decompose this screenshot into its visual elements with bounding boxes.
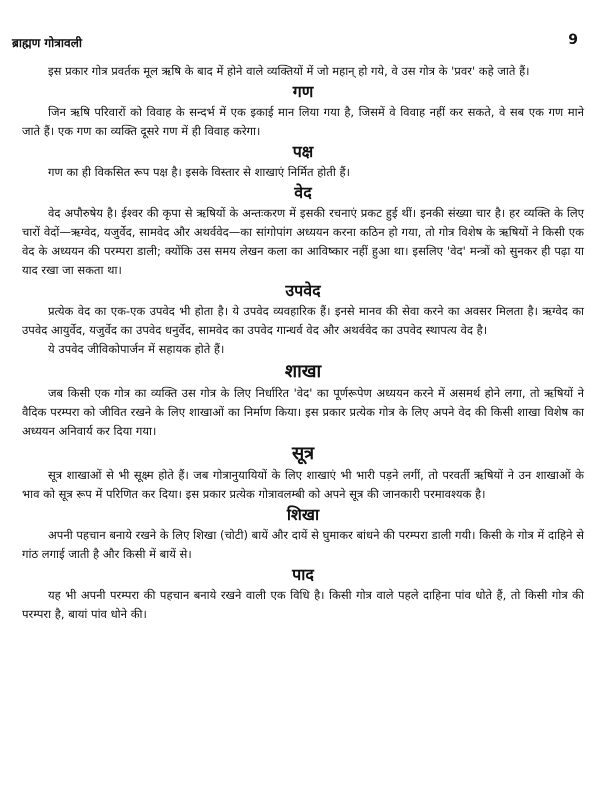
section-paragraph: गण का ही विकसित रूप पक्ष है। इसके विस्तार से शाखाएं निर्मित होती हैं।	[48, 165, 350, 179]
section-paragraph: अपनी पहचान बनाये रखने के लिए शिखा (चोटी) बायें और दायें से घुमाकर बांधने की परम्परा डाली गयी। किसी के गोत्र में दाहिने से गांठ लगाई जाती है और किसी में बायें से।	[22, 528, 584, 561]
section-paragraph: यह भी अपनी परम्परा की पहचान बनाये रखने वाली एक विधि है। किसी गोत्र वाले पहले दाहिना पांव धोते हैं, तो किसी गोत्र की परम्परा है, बायां पांव धोने की।	[22, 588, 584, 621]
intro-paragraph: इस प्रकार गोत्र प्रवर्तक मूल ऋषि के बाद में होने वाले व्यक्तियों में जो महान् हो गये, वे उस गोत्र के 'प्रवर' कहे जाते हैं।	[48, 64, 530, 78]
section-heading-paksh: पक्ष	[292, 142, 314, 161]
section-paragraph: जब किसी एक गोत्र का व्यक्ति उस गोत्र के लिए निर्धारित 'वेद' का पूर्णरूपेण अध्ययन करने में असमर्थ होने लगा, तो ऋषियों ने वैदिक परम्परा को जीवित रखने के लिए शाखाओं का निर्माण किया। इस प्रकार प्रत्येक गोत्र के लिए अपने वेद की किसी शाखा विशेष का अध्ययन अनिवार्य कर दिया गया।	[22, 386, 584, 438]
section-heading-upved: उपवेद	[285, 281, 321, 300]
section-heading-shakha: शाखा	[284, 361, 322, 382]
section-paragraph: वेद अपौरुषेय है। ईश्वर की कृपा से ऋषियों के अन्तःकरण में इसकी रचनाएं प्रकट हुई थीं। इनकी संख्या चार है। हर व्यक्ति के लिए चारों वेदों—ऋग्वेद, यजुर्वेद, सामवेद और अथर्ववेद—का सांगोपांग अध्ययन करना कठिन हो गया, तो गोत्र विशेष के ऋषियों ने किसी एक वेद के अध्ययन की परम्परा डाली; क्योंकि उस समय लेखन कला का आविष्कार नहीं हुआ था। इसलिए 'वेद' मन्त्रों को सुनकर ही पढ़ा या याद रखा जा सकता था।	[22, 206, 584, 277]
section-heading-shikha: शिखा	[286, 505, 320, 524]
section-paragraph: सूत्र शाखाओं से भी सूक्ष्म होते हैं। जब गोत्रानुयायियों के लिए शाखाएं भी भारी पड़ने लगीं, तो परवर्ती ऋषियों ने उन शाखाओं के भाव को सूत्र रूप में परिणित कर दिया। इस प्रकार प्रत्येक गोत्रावलम्बी को अपने सूत्र की जानकारी परमावश्यक है।	[22, 468, 584, 501]
section-heading-gan: गण	[292, 82, 314, 101]
section-paragraph: ये उपवेद जीविकोपार्जन में सहायक होते हैं।	[48, 342, 225, 356]
section-heading-paad: पाद	[292, 565, 314, 584]
section-heading-ved: वेद	[294, 183, 312, 202]
section-paragraph: जिन ऋषि परिवारों को विवाह के सन्दर्भ में एक इकाई मान लिया गया है, जिसमें वे विवाह नहीं कर सकते, वे सब एक गण माने जाते हैं। एक गण का व्यक्ति दूसरे गण में ही विवाह करेगा।	[22, 105, 584, 138]
section-paragraph: प्रत्येक वेद का एक-एक उपवेद भी होता है। ये उपवेद व्यवहारिक हैं। इनसे मानव की सेवा करने का अवसर मिलता है। ऋग्वेद का उपवेद आयुर्वेद, यजुर्वेद का उपवेद धनुर्वेद, सामवेद का उपवेद गान्धर्व वेद और अथर्ववेद का उपवेद स्थापत्य वेद है।	[22, 304, 584, 337]
section-heading-sutra: सूत्र	[291, 443, 315, 464]
page-content	[22, 62, 584, 624]
running-title: ब्राह्मण गोत्रावली	[12, 36, 82, 50]
page-number: 9	[568, 32, 578, 48]
